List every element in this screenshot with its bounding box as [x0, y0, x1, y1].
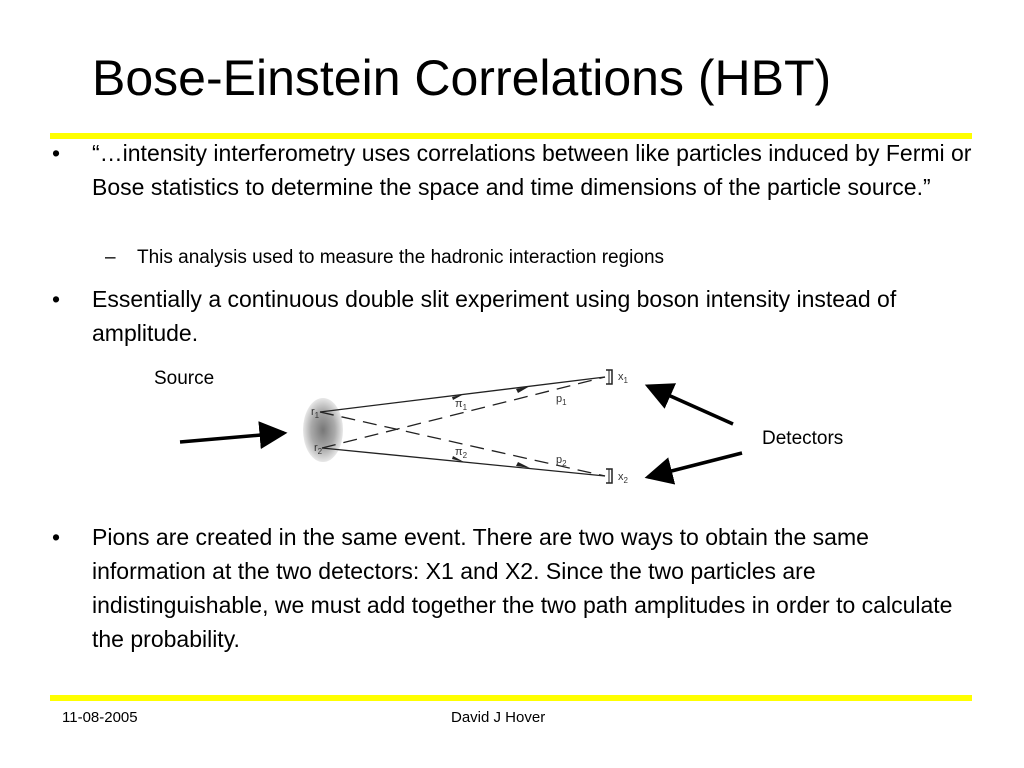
detector-x1-pointer-arrow	[648, 386, 733, 424]
bullet-marker: •	[52, 140, 61, 166]
bullet-pions	[52, 520, 972, 656]
label-p2: $p_2$	[556, 454, 567, 468]
slide-title: Bose-Einstein Correlations (HBT)	[92, 50, 832, 106]
label-r2: $r_2$	[314, 442, 323, 456]
bullet-marker: •	[52, 524, 61, 550]
source-label: Source	[154, 368, 215, 389]
footer-author: David J Hover	[451, 709, 546, 726]
bullet-text: Essentially a continuous double slit experiment using boson intensity instead of amplitude.	[92, 286, 897, 346]
bullet-text: Pions are created in the same event. There are two ways to obtain the same information at the two detectors: X1 and X2. Since the two particles are indistinguishable, we must add together the two path amplitudes in order to calculate the probability.	[92, 524, 953, 652]
path-r2-x1	[322, 377, 605, 448]
bullet-marker: •	[52, 286, 61, 312]
sub-bullet-marker: –	[105, 247, 116, 268]
detector-x2-pointer-arrow	[648, 453, 742, 477]
label-pi1: $\pi_1$	[455, 398, 468, 412]
label-p1: $p_1$	[556, 393, 567, 407]
label-pi2: $\pi_2$	[455, 446, 468, 460]
footer-divider	[50, 695, 972, 701]
label-x1: $x_1$	[618, 371, 628, 385]
sub-bullet-text: This analysis used to measure the hadronic interaction regions	[137, 247, 665, 268]
source-pointer-arrow	[180, 433, 284, 442]
label-r1: $r_1$	[311, 406, 320, 420]
source-region	[303, 398, 343, 462]
detectors-label: Detectors	[762, 428, 844, 449]
bullet-text: “…intensity interferometry uses correlations between like particles induced by Fermi or Bose statistics to determine the space and time dimensions of the particle source.”	[92, 140, 972, 200]
footer-date: 11-08-2005	[62, 709, 138, 726]
label-x2: $x_2$	[618, 471, 628, 485]
